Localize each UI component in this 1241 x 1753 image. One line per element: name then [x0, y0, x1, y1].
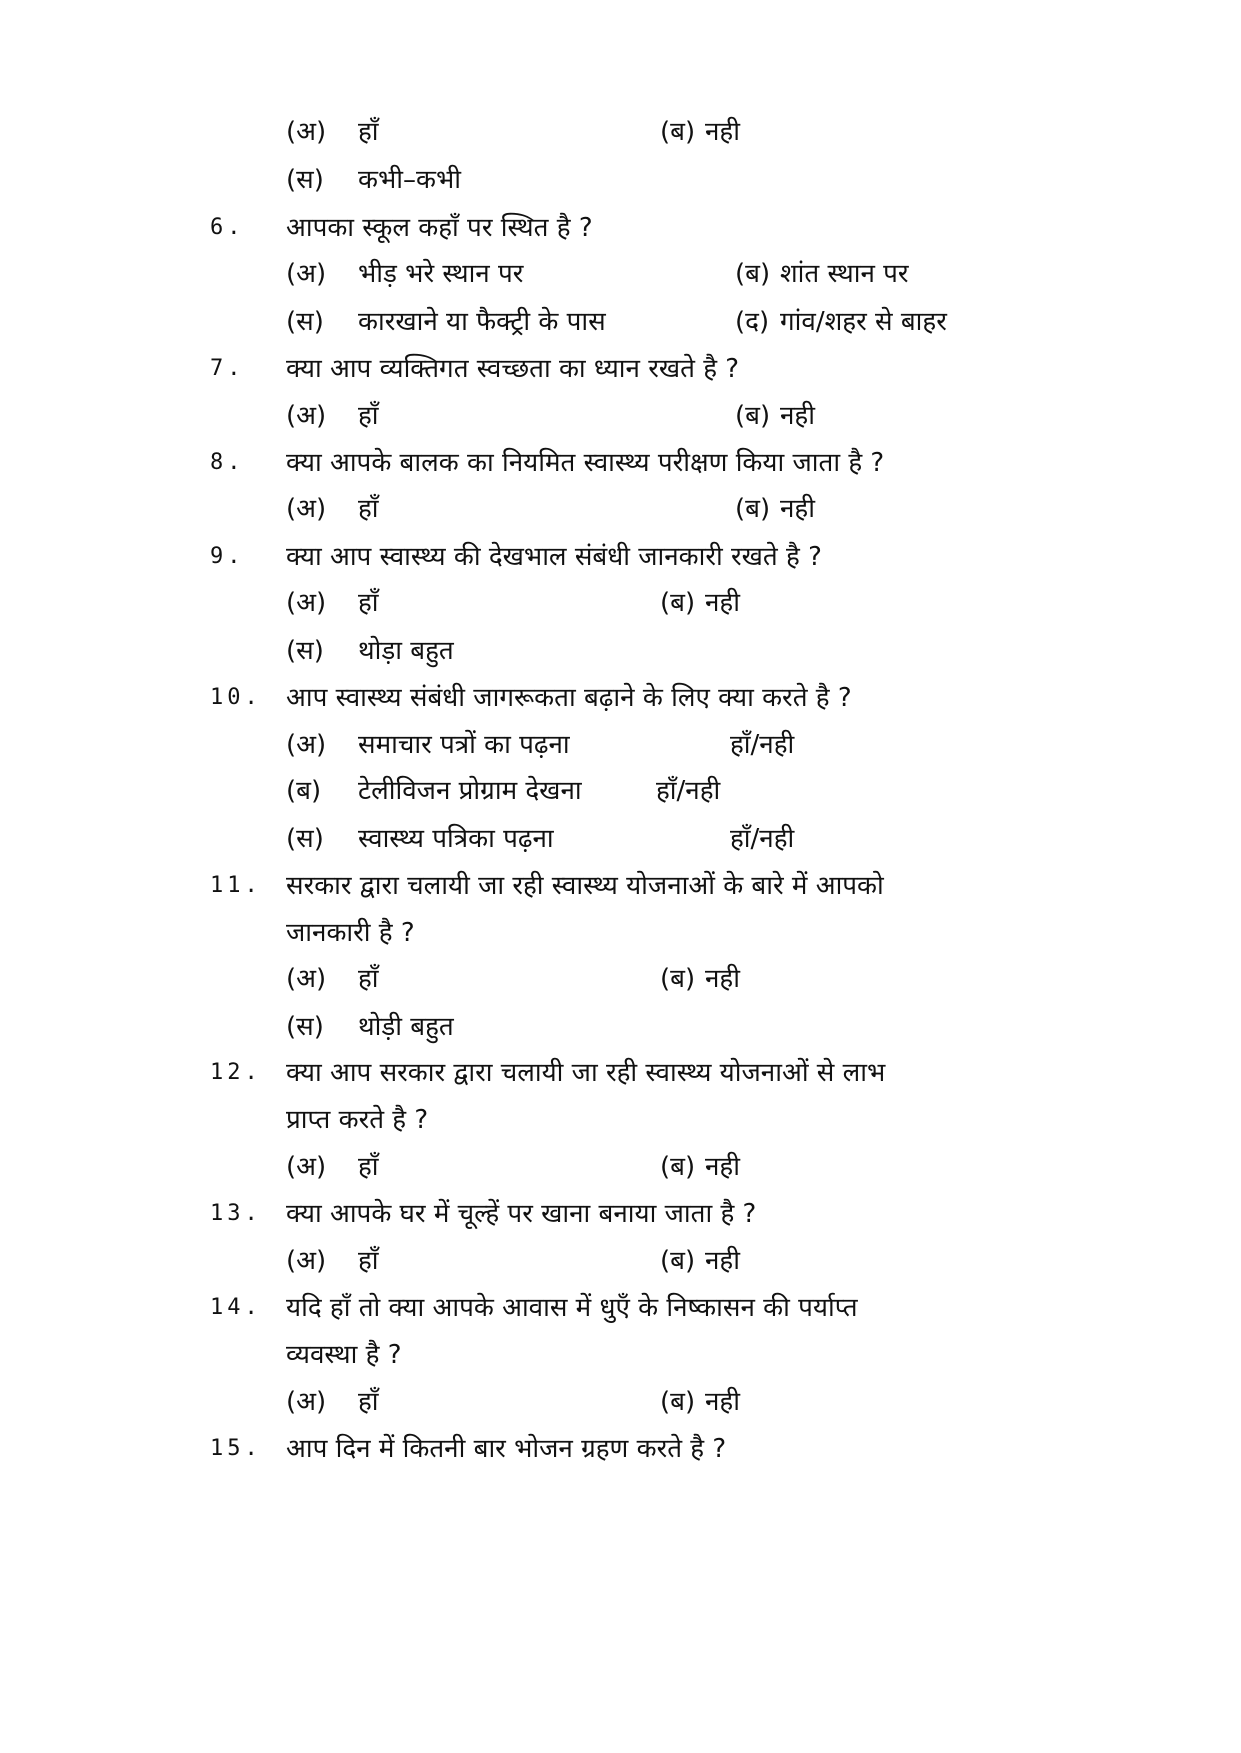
- option-text: थोड़ा बहुत: [358, 636, 454, 666]
- option-text: कारखाने या फैक्ट्री के पास: [358, 307, 606, 337]
- option-label: (अ): [286, 1152, 327, 1182]
- option-label: (स): [286, 1012, 324, 1042]
- option-label: (अ): [286, 1246, 327, 1276]
- option-label: (अ): [286, 730, 327, 760]
- option-text: नही: [705, 117, 740, 147]
- option-text: नही: [780, 401, 815, 431]
- option-label: (ब): [286, 776, 322, 806]
- option-text: थोड़ी बहुत: [358, 1012, 454, 1042]
- question-number: 15.: [210, 1436, 262, 1461]
- option-label: (ब): [660, 964, 696, 994]
- option-text: हाँ: [358, 117, 379, 147]
- option-text: हाँ: [358, 1387, 379, 1417]
- option-text: हाँ: [358, 401, 379, 431]
- option-text: नही: [705, 964, 740, 994]
- question-text-continued: प्राप्त करते है ?: [286, 1105, 429, 1135]
- question-number: 12.: [210, 1060, 262, 1085]
- option-label: (ब): [660, 1387, 696, 1417]
- question-text-continued: व्यवस्था है ?: [286, 1340, 402, 1370]
- option-text: समाचार पत्रों का पढ़ना: [358, 730, 570, 760]
- question-text: क्या आप व्यक्तिगत स्वच्छता का ध्यान रखते है ?: [286, 354, 740, 384]
- option-text: स्वास्थ्य पत्रिका पढ़ना: [358, 824, 554, 854]
- option-label: (स): [286, 636, 324, 666]
- option-text: कभी–कभी: [358, 165, 461, 195]
- option-text: हाँ: [358, 1246, 379, 1276]
- question-number: 7.: [210, 356, 245, 381]
- question-number: 11.: [210, 873, 262, 898]
- option-text: हाँ/नही: [730, 824, 795, 854]
- option-text: हाँ: [358, 1152, 379, 1182]
- option-label: (स): [286, 824, 324, 854]
- option-text: हाँ/नही: [730, 730, 795, 760]
- question-text: क्या आपके बालक का नियमित स्वास्थ्य परीक्षण किया जाता है ?: [286, 448, 885, 478]
- option-label: (ब): [735, 259, 771, 289]
- option-text: गांव/शहर से बाहर: [780, 307, 947, 337]
- question-text: क्या आप स्वास्थ्य की देखभाल संबंधी जानकारी रखते है ?: [286, 542, 822, 572]
- question-number: 8.: [210, 450, 245, 475]
- option-text: शांत स्थान पर: [780, 259, 909, 289]
- question-number: 14.: [210, 1295, 262, 1320]
- question-number: 9.: [210, 544, 245, 569]
- option-label: (द): [735, 307, 770, 337]
- option-label: (अ): [286, 259, 327, 289]
- option-text: हाँ/नही: [656, 776, 721, 806]
- option-label: (अ): [286, 1387, 327, 1417]
- option-label: (अ): [286, 588, 327, 618]
- question-number: 13.: [210, 1201, 262, 1226]
- option-text: नही: [705, 588, 740, 618]
- option-text: नही: [780, 494, 815, 524]
- option-text: भीड़ भरे स्थान पर: [358, 259, 524, 289]
- question-number: 6.: [210, 215, 245, 240]
- question-text: यदि हाँ तो क्या आपके आवास में धुएँ के निष्कासन की पर्याप्त: [286, 1293, 858, 1323]
- question-number: 10.: [210, 685, 262, 710]
- option-label: (स): [286, 165, 324, 195]
- option-label: (अ): [286, 401, 327, 431]
- option-label: (अ): [286, 964, 327, 994]
- option-text: नही: [705, 1152, 740, 1182]
- option-label: (अ): [286, 117, 327, 147]
- option-text: हाँ: [358, 588, 379, 618]
- option-label: (ब): [660, 588, 696, 618]
- option-text: नही: [705, 1246, 740, 1276]
- option-label: (ब): [660, 117, 696, 147]
- question-text: आप दिन में कितनी बार भोजन ग्रहण करते है ?: [286, 1434, 727, 1464]
- option-text: नही: [705, 1387, 740, 1417]
- question-text-continued: जानकारी है ?: [286, 918, 415, 948]
- question-text: क्या आपके घर में चूल्हें पर खाना बनाया जाता है ?: [286, 1199, 757, 1229]
- option-text: हाँ: [358, 494, 379, 524]
- question-text: सरकार द्वारा चलायी जा रही स्वास्थ्य योजनाओं के बारे में आपको: [286, 871, 884, 901]
- question-text: आपका स्कूल कहाँ पर स्थित है ?: [286, 213, 593, 243]
- option-text: हाँ: [358, 964, 379, 994]
- option-label: (अ): [286, 494, 327, 524]
- option-label: (ब): [735, 401, 771, 431]
- option-text: टेलीविजन प्रोग्राम देखना: [358, 776, 582, 806]
- option-label: (स): [286, 307, 324, 337]
- question-text: आप स्वास्थ्य संबंधी जागरूकता बढ़ाने के लिए क्या करते है ?: [286, 683, 852, 713]
- option-label: (ब): [660, 1246, 696, 1276]
- question-text: क्या आप सरकार द्वारा चलायी जा रही स्वास्थ्य योजनाओं से लाभ: [286, 1058, 886, 1088]
- option-label: (ब): [735, 494, 771, 524]
- option-label: (ब): [660, 1152, 696, 1182]
